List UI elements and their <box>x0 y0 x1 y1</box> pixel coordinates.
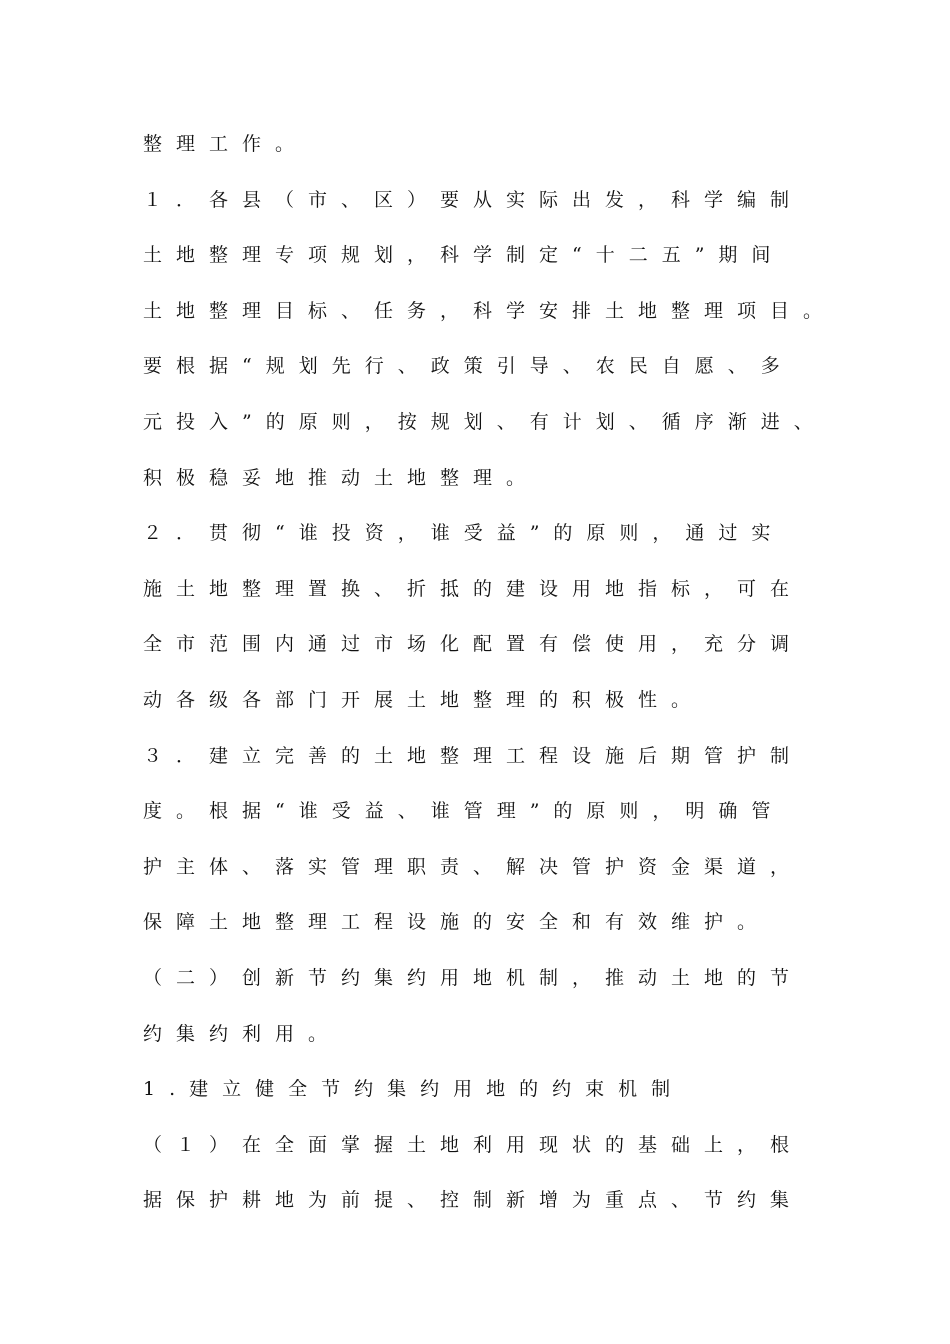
text-line-10: 全市范围内通过市场化配置有偿使用，充分调 <box>143 633 804 656</box>
text-line-14: 护主体、落实管理职责、解决管护资金渠道， <box>143 855 804 878</box>
text-line-20: 据保护耕地为前提、控制新增为重点、节约集 <box>143 1189 804 1212</box>
text-line-16: （二）创新节约集约用地机制，推动土地的节 <box>143 966 804 989</box>
text-line-2: １．各县（市、区）要从实际出发，科学编制 <box>143 188 804 211</box>
text-line-17: 约集约利用。 <box>143 1022 342 1045</box>
text-line-13: 度。根据“谁受益、谁管理”的原则，明确管 <box>143 800 785 823</box>
text-line-19: （１）在全面掌握土地利用现状的基础上，根 <box>143 1133 804 1156</box>
text-line-15: 保障土地整理工程设施的安全和有效维护。 <box>143 911 771 934</box>
text-line-7: 积极稳妥地推动土地整理。 <box>143 466 540 489</box>
text-line-1: 整理工作。 <box>143 133 309 155</box>
body-text <box>143 126 843 1238</box>
text-line-5: 要根据“规划先行、政策引导、农民自愿、多 <box>143 355 794 378</box>
text-line-18: 1.建立健全节约集约用地的约束机制 <box>143 1078 685 1101</box>
text-line-9: 施土地整理置换、折抵的建设用地指标，可在 <box>143 577 804 600</box>
text-line-8: ２．贯彻“谁投资，谁受益”的原则，通过实 <box>143 522 785 545</box>
text-line-11: 动各级各部门开展土地整理的积极性。 <box>143 688 705 711</box>
text-line-4: 土地整理目标、任务，科学安排土地整理项目。 <box>143 299 837 322</box>
text-line-6: 元投入”的原则，按规划、有计划、循序渐进、 <box>143 410 827 433</box>
text-line-12: ３．建立完善的土地整理工程设施后期管护制 <box>143 744 804 767</box>
text-line-3: 土地整理专项规划，科学制定“十二五”期间 <box>143 244 785 267</box>
